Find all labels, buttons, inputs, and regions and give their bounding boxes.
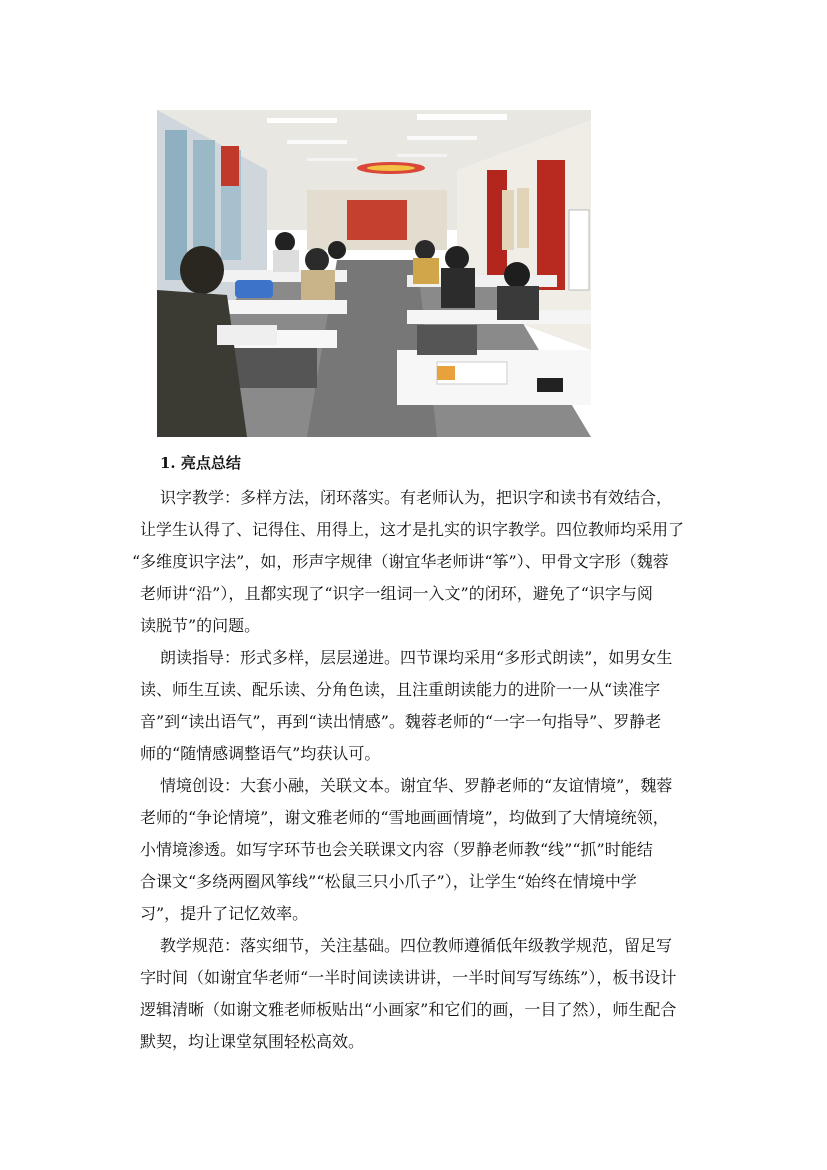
text-line: 逻辑清晰（如谢文雅老师板贴出“小画家”和它们的画，一目了然），师生配合: [140, 1000, 677, 1019]
text-line: 让学生认得了、记得住、用得上，这才是扎实的识字教学。四位教师均采用了: [140, 520, 685, 539]
paragraph-literacy: [132, 482, 700, 642]
classroom-photo: [157, 110, 591, 437]
text-line: 读、师生互读、配乐读、分角色读，且注重朗读能力的进阶一一从“读准字: [140, 680, 661, 699]
text-line: 默契，均让课堂氛围轻松高效。: [140, 1032, 365, 1051]
text-line: 音”到“读出语气”，再到“读出情感”。魏蓉老师的“一字一句指导”、罗静老: [140, 712, 662, 731]
text-line: 小情境渗透。如写字环节也会关联课文内容（罗静老师教“线”“抓”时能结: [140, 840, 653, 859]
text-line: 老师讲“沿”），且都实现了“识字一组词一入文”的闭环，避免了“识字与阅: [140, 584, 653, 603]
paragraph-norms: [140, 930, 700, 1058]
text-line: 合课文“多绕两圈风筝线”“松鼠三只小爪子”），让学生“始终在情境中学: [140, 872, 637, 891]
text-line: 师的“随情感调整语气”均获认可。: [140, 744, 381, 763]
text-line: 习”，提升了记忆效率。: [140, 904, 309, 923]
text-line: 情境创设：大套小融，关联文本。谢宜华、罗静老师的“友谊情境”，魏蓉: [160, 776, 673, 795]
text-line: 识字教学：多样方法，闭环落实。有老师认为，把识字和读书有效结合，: [160, 488, 673, 507]
paragraph-reading: [140, 642, 700, 770]
section-heading: 1. 亮点总结: [160, 454, 241, 472]
document-body: [132, 450, 700, 1058]
text-line: “多维度识字法”，如，形声字规律（谢宜华老师讲“筝”）、甲骨文字形（魏蓉: [132, 552, 669, 571]
text-line: 老师的“争论情境”，谢文雅老师的“雪地画画情境”，均做到了大情境统领，: [140, 808, 669, 827]
text-line: 字时间（如谢宜华老师“一半时间读读讲讲，一半时间写写练练”），板书设计: [140, 968, 677, 987]
paragraph-context: [140, 770, 700, 930]
text-line: 朗读指导：形式多样，层层递进。四节课均采用“多形式朗读”，如男女生: [160, 648, 673, 667]
text-line: 教学规范：落实细节，关注基础。四位教师遵循低年级教学规范，留足写: [160, 936, 673, 955]
text-line: 读脱节”的问题。: [140, 616, 261, 635]
